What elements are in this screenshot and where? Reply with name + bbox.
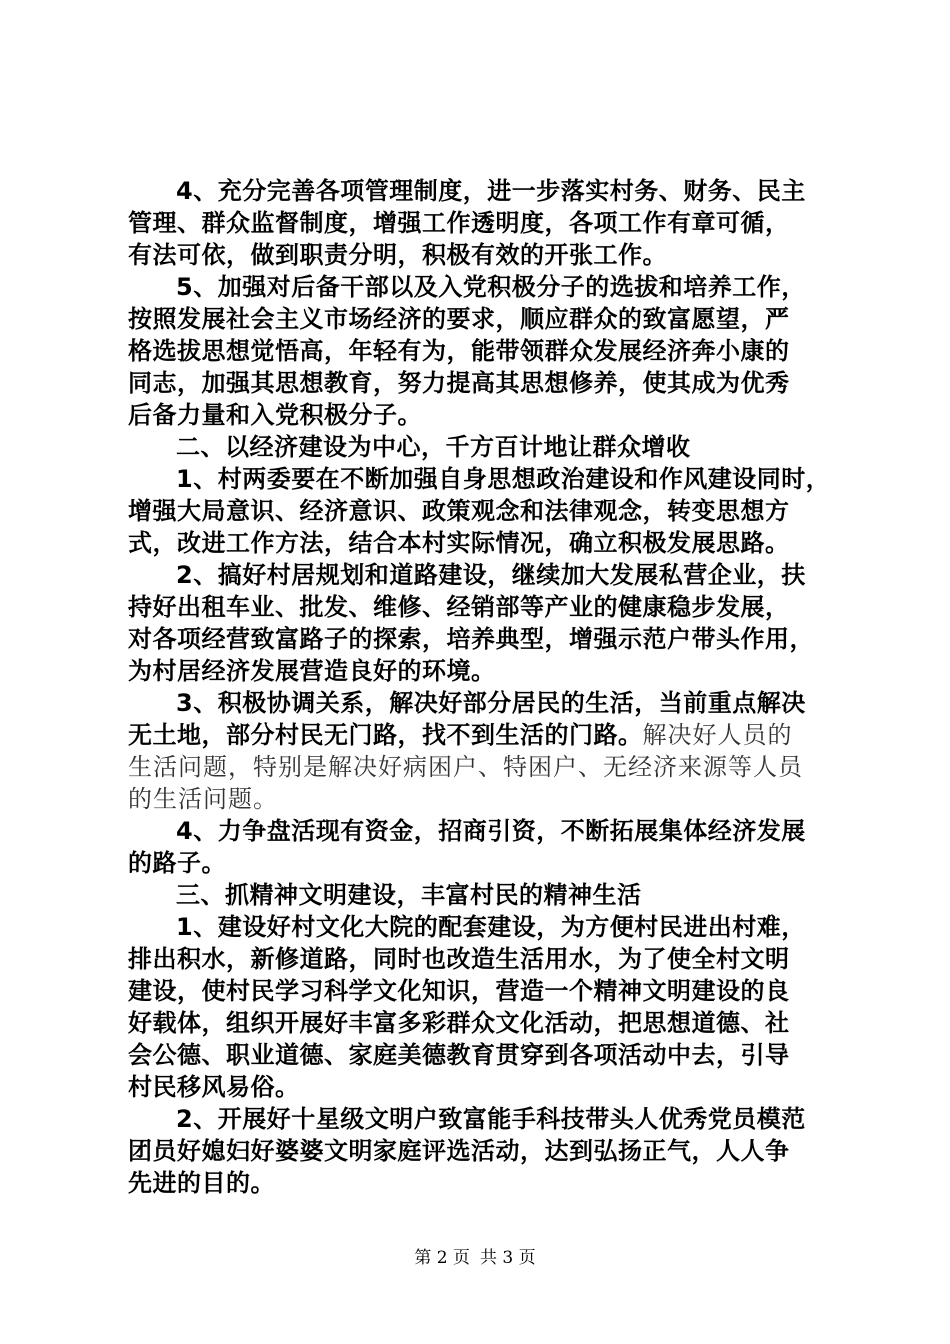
section-two-item-2-line-3: 对各项经营致富路子的探索，培养典型，增强示范户带头作用，: [128, 625, 814, 653]
section-two-heading: 二、以经济建设为中心，千方百计地让群众增收: [176, 433, 691, 461]
paragraph-5-line-3: 格选拔思想觉悟高，年轻有为，能带领群众发展经济奔小康的: [128, 337, 790, 365]
section-two-item-3-line-2: [128, 719, 843, 751]
paragraph-5-line-5: 后备力量和入党积极分子。: [128, 401, 422, 429]
section-three-item-2-line-1: 2、开展好十星级文明户致富能手科技带头人优秀党员模范: [176, 1105, 806, 1133]
section-two-item-4-line-1: 4、力争盘活现有资金，招商引资，不断拓展集体经济发展: [176, 817, 806, 845]
section-three-item-2-line-3: 先进的目的。: [128, 1169, 275, 1197]
section-two-item-2-line-4: 为村居经济发展营造良好的环境。: [128, 657, 496, 685]
section-two-item-1-line-3: 式，改进工作方法，结合本村实际情况，确立积极发展思路。: [128, 529, 790, 557]
section-two-item-2-line-2: 持好出租车业、批发、维修、经销部等产业的健康稳步发展，: [128, 593, 790, 621]
page-total: 共 3 页: [480, 1248, 536, 1268]
section-two-item-3-line-2-bold: 无土地，部分村民无门路，找不到生活的门路。: [128, 721, 643, 749]
section-three-item-1-line-2: 排出积水，新修道路，同时也改造生活用水，为了使全村文明: [128, 945, 790, 973]
section-two-item-3-line-4: 的生活问题。: [128, 785, 278, 813]
page-footer: [0, 1243, 950, 1268]
paragraph-5-line-2: 按照发展社会主义市场经济的要求，顺应群众的致富愿望，严: [128, 305, 790, 333]
section-three-item-2-line-2: 团员好媳妇好婆婆文明家庭评选活动，达到弘扬正气，人人争: [128, 1137, 790, 1165]
section-two-item-3-line-2-light: 解决好人员的: [642, 721, 793, 749]
section-three-item-1-line-5: 会公德、职业道德、家庭美德教育贯穿到各项活动中去，引导: [128, 1041, 790, 1069]
section-two-item-3-line-3: 生活问题，特别是解决好病困户、特困户、无经济来源等人员: [128, 753, 803, 781]
section-two-item-4-line-2: 的路子。: [128, 849, 226, 877]
paragraph-5-line-1: 5、加强对后备干部以及入党积极分子的选拔和培养工作，: [176, 273, 806, 301]
section-three-heading: 三、抓精神文明建设，丰富村民的精神生活: [176, 881, 642, 909]
document-body: [128, 175, 843, 1199]
section-three-item-1-line-4: 好载体，组织开展好丰富多彩群众文化活动，把思想道德、社: [128, 1009, 790, 1037]
page-number: 第 2 页: [414, 1248, 470, 1268]
section-three-item-1-line-1: 1、建设好村文化大院的配套建设，为方便村民进出村难，: [176, 913, 806, 941]
paragraph-5-line-4: 同志，加强其思想教育，努力提高其思想修养，使其成为优秀: [128, 369, 790, 397]
section-two-item-1-line-2: 增强大局意识、经济意识、政策观念和法律观念，转变思想方: [128, 497, 790, 525]
paragraph-4-line-2: 管理、群众监督制度，增强工作透明度，各项工作有章可循，: [128, 209, 790, 237]
section-three-item-1-line-6: 村民移风易俗。: [128, 1073, 300, 1101]
section-three-item-1-line-3: 建设，使村民学习科学文化知识，营造一个精神文明建设的良: [128, 977, 790, 1005]
paragraph-4-line-1: 4、充分完善各项管理制度，进一步落实村务、财务、民主: [176, 177, 806, 205]
paragraph-4-line-3: 有法可依，做到职责分明，积极有效的开张工作。: [128, 241, 667, 269]
section-two-item-3-line-1: 3、积极协调关系，解决好部分居民的生活，当前重点解决: [176, 689, 806, 717]
section-two-item-1-line-1: 1、村两委要在不断加强自身思想政治建设和作风建设同时，: [176, 465, 831, 493]
section-two-item-2-line-1: 2、搞好村居规划和道路建设，继续加大发展私营企业，扶: [176, 561, 806, 589]
